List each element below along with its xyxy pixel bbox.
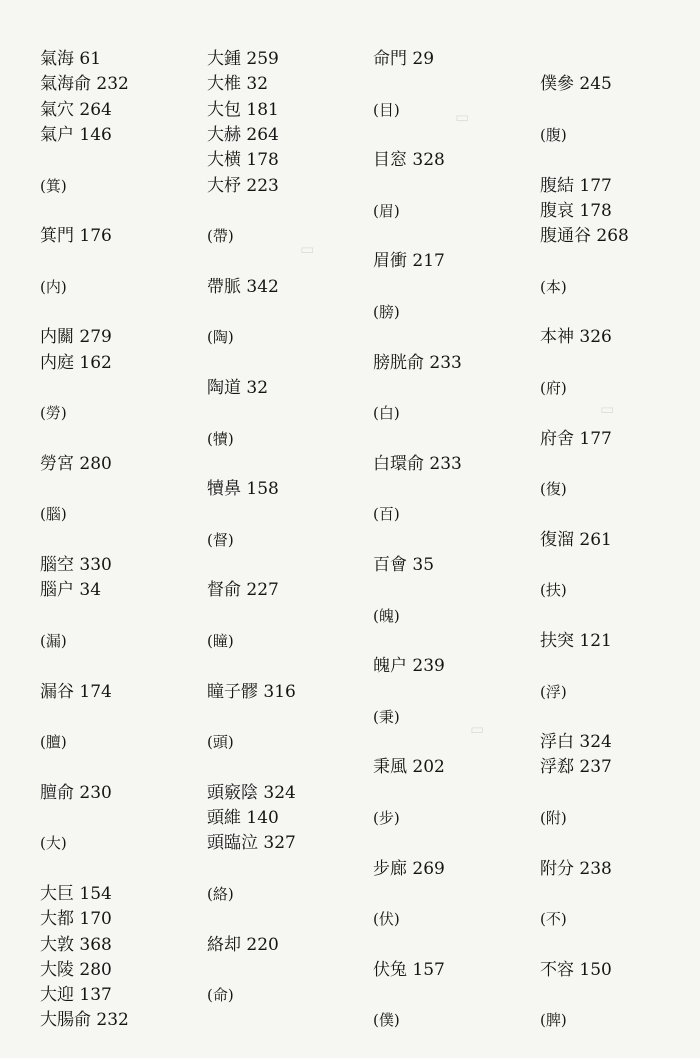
index-entry: 頭臨泣 327: [207, 833, 296, 854]
index-entry: 腦空 330: [40, 555, 112, 575]
index-entry: 腹結 177: [540, 175, 612, 196]
index-entry: 浮白 324: [540, 732, 612, 753]
index-heading: (目): [373, 100, 400, 119]
index-entry: 氣穴 264: [40, 99, 112, 120]
index-heading: (瞳): [207, 631, 234, 650]
index-heading: (陶): [207, 328, 234, 347]
index-entry: 帶脈 342: [207, 276, 279, 297]
index-entry: 頭維 140: [207, 808, 279, 828]
index-heading: (浮): [540, 682, 567, 701]
index-entry: 目窓 328: [373, 150, 445, 171]
index-heading: (伏): [373, 910, 400, 929]
index-entry: 秉風 202: [373, 757, 445, 778]
index-entry: 府舍 177: [540, 428, 612, 449]
index-heading: (步): [373, 809, 400, 827]
index-heading: (眉): [373, 201, 400, 220]
index-entry: 步廊 269: [373, 858, 445, 879]
index-entry: 浮郄 237: [540, 757, 612, 778]
index-entry: 大椎 32: [207, 74, 269, 95]
index-entry: 腹通谷 268: [540, 226, 629, 247]
index-heading: (扶): [540, 581, 567, 600]
index-heading: (僕): [373, 1011, 400, 1030]
show-through-mark: ▭: [600, 400, 615, 418]
index-entry: 僕參 245: [540, 74, 612, 95]
index-entry: 大杼 223: [207, 175, 279, 196]
index-entry: 瞳子髎 316: [207, 681, 296, 702]
index-entry: 腦户 34: [40, 580, 102, 601]
index-entry: 氣海俞 232: [40, 74, 129, 95]
index-entry: 扶突 121: [540, 630, 612, 651]
index-heading: (膻): [40, 733, 67, 752]
index-heading: (附): [540, 809, 567, 827]
index-entry: 箕門 176: [40, 226, 112, 247]
index-heading: (復): [540, 480, 567, 499]
index-entry: 大敦 368: [40, 934, 112, 955]
index-entry: 頭竅陰 324: [207, 782, 296, 803]
show-through-mark: ▭: [455, 108, 470, 126]
show-through-mark: ▭: [470, 720, 485, 738]
index-entry: 大横 178: [207, 150, 279, 171]
index-entry: 附分 238: [540, 858, 612, 879]
index-entry: 大腸俞 232: [40, 1010, 129, 1031]
index-entry: 腹哀 178: [540, 200, 612, 221]
index-heading: (内): [40, 277, 67, 296]
index-heading: (本): [540, 277, 567, 296]
index-entry: 百會 35: [373, 555, 435, 575]
index-entry: 陶道 32: [207, 377, 269, 398]
index-entry: 大迎 137: [40, 985, 112, 1006]
index-entry: 膀胱俞 233: [373, 352, 462, 373]
index-heading: (帶): [207, 227, 234, 246]
show-through-mark: ▭: [300, 240, 315, 258]
index-entry: 勞宮 280: [40, 453, 112, 474]
index-entry: 氣海 61: [40, 49, 102, 69]
index-heading: (白): [373, 404, 400, 423]
index-heading: (箕): [40, 176, 67, 195]
index-entry: 大都 170: [40, 909, 112, 930]
index-heading: (大): [40, 834, 67, 853]
index-entry: 伏兔 157: [373, 959, 445, 980]
index-entry: 漏谷 174: [40, 681, 112, 702]
index-entry: 膻俞 230: [40, 782, 112, 803]
index-heading: (腦): [40, 505, 67, 524]
index-heading: (膀): [373, 303, 400, 321]
index-entry: 大鍾 259: [207, 49, 279, 69]
index-heading: (不): [540, 910, 567, 929]
index-entry: 眉衝 217: [373, 251, 445, 272]
index-entry: 犢鼻 158: [207, 479, 279, 500]
index-heading: (勞): [40, 404, 67, 423]
index-heading: (犢): [207, 429, 234, 448]
index-heading: (秉): [373, 707, 400, 726]
index-heading: (腹): [540, 125, 567, 144]
index-heading: (命): [207, 986, 234, 1005]
index-entry: 大陵 280: [40, 959, 112, 980]
index-heading: (府): [540, 378, 567, 397]
index-heading: (漏): [40, 631, 67, 650]
index-entry: 本神 326: [540, 327, 612, 348]
index-entry: 不容 150: [540, 959, 612, 980]
index-heading: (絡): [207, 884, 234, 903]
index-entry: 大巨 154: [40, 883, 112, 904]
index-heading: (頭): [207, 733, 234, 752]
index-entry: 督俞 227: [207, 580, 279, 601]
index-entry: 絡却 220: [207, 934, 279, 955]
index-heading: (督): [207, 530, 234, 549]
index-entry: 魄户 239: [373, 656, 445, 677]
index-entry: 大包 181: [207, 99, 279, 120]
index-heading: (脾): [540, 1011, 567, 1030]
index-entry: 大赫 264: [207, 124, 279, 145]
index-entry: 内關 279: [40, 327, 112, 348]
index-heading: (百): [373, 505, 400, 524]
index-entry: 内庭 162: [40, 352, 112, 373]
index-heading: (魄): [373, 606, 400, 625]
index-entry: 命門 29: [373, 49, 435, 69]
index-entry: 白環俞 233: [373, 453, 462, 474]
index-entry: 復溜 261: [540, 529, 612, 550]
index-entry: 氣户 146: [40, 124, 112, 145]
